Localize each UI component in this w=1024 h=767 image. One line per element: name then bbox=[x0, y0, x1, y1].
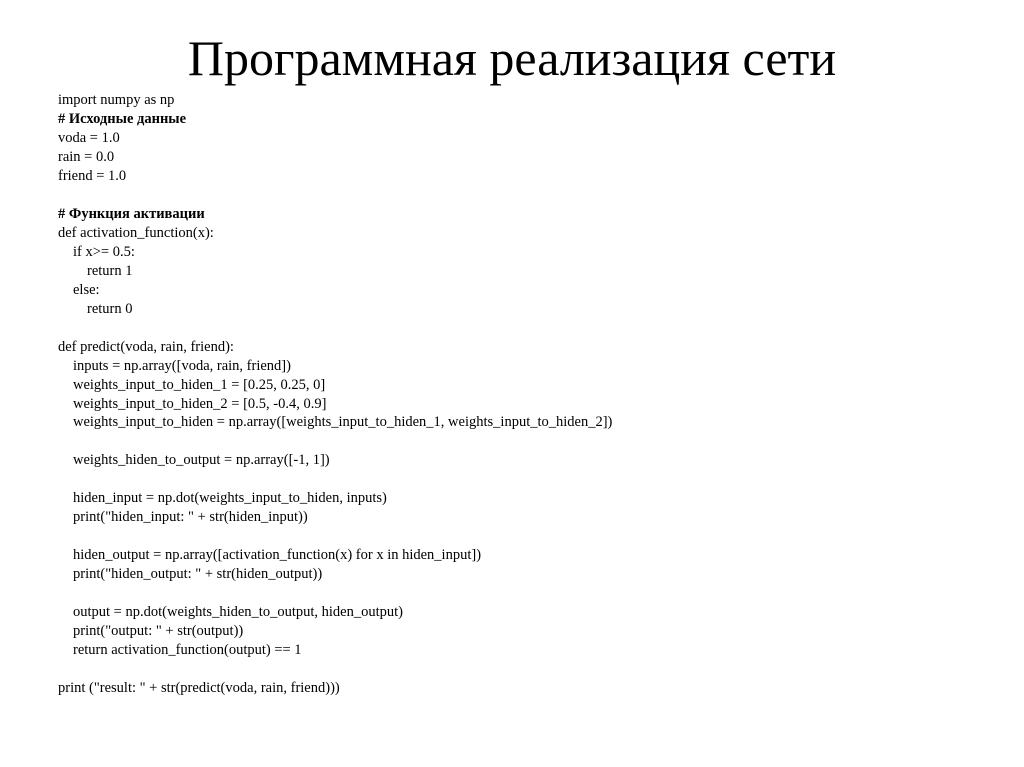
code-line: hiden_output = np.array([activation_function(x) for x in hiden_input]) bbox=[73, 547, 482, 564]
code-line: rain = 0.0 bbox=[58, 148, 115, 165]
code-line: if x>= 0.5: bbox=[73, 243, 135, 260]
code-line: print ("result: " + str(predict(voda, rain, friend))) bbox=[58, 680, 340, 697]
code-comment-line: # Исходные данные bbox=[58, 110, 187, 127]
code-line: weights_hiden_to_output = np.array([-1, 1]) bbox=[73, 452, 330, 469]
code-line: weights_input_to_hiden_2 = [0.5, -0.4, 0.9] bbox=[73, 395, 327, 412]
code-line: hiden_input = np.dot(weights_input_to_hiden, inputs) bbox=[73, 490, 387, 507]
code-block bbox=[58, 91, 612, 698]
code-line: import numpy as np bbox=[58, 92, 175, 108]
code-line: def activation_function(x): bbox=[58, 224, 214, 241]
code-line: print("output: " + str(output)) bbox=[73, 623, 244, 640]
code-line: friend = 1.0 bbox=[58, 167, 127, 184]
code-line: weights_input_to_hiden = np.array([weights_input_to_hiden_1, weights_input_to_hiden_2]) bbox=[73, 414, 613, 431]
code-line: voda = 1.0 bbox=[58, 129, 120, 146]
code-line: return 1 bbox=[87, 262, 133, 279]
code-line: output = np.dot(weights_hiden_to_output, hiden_output) bbox=[73, 604, 403, 621]
code-line bbox=[58, 660, 612, 679]
code-line: def predict(voda, rain, friend): bbox=[58, 338, 234, 355]
slide-title: Программная реализация сети bbox=[187, 30, 837, 86]
code-line: inputs = np.array([voda, rain, friend]) bbox=[73, 357, 291, 374]
code-line: return 0 bbox=[87, 300, 133, 317]
code-line: return activation_function(output) == 1 bbox=[73, 642, 302, 659]
code-line bbox=[58, 527, 612, 546]
code-line: weights_input_to_hiden_1 = [0.25, 0.25, 0] bbox=[73, 376, 326, 393]
code-line bbox=[58, 319, 612, 338]
code-line bbox=[58, 186, 612, 205]
code-line: print("hiden_output: " + str(hiden_output)) bbox=[73, 566, 323, 583]
code-comment-line: # Функция активации bbox=[58, 205, 205, 222]
code-line bbox=[58, 584, 612, 603]
code-line bbox=[58, 432, 612, 451]
code-line: print("hiden_input: " + str(hiden_input)) bbox=[73, 509, 308, 526]
code-line bbox=[58, 470, 612, 489]
code-line: else: bbox=[73, 281, 100, 298]
